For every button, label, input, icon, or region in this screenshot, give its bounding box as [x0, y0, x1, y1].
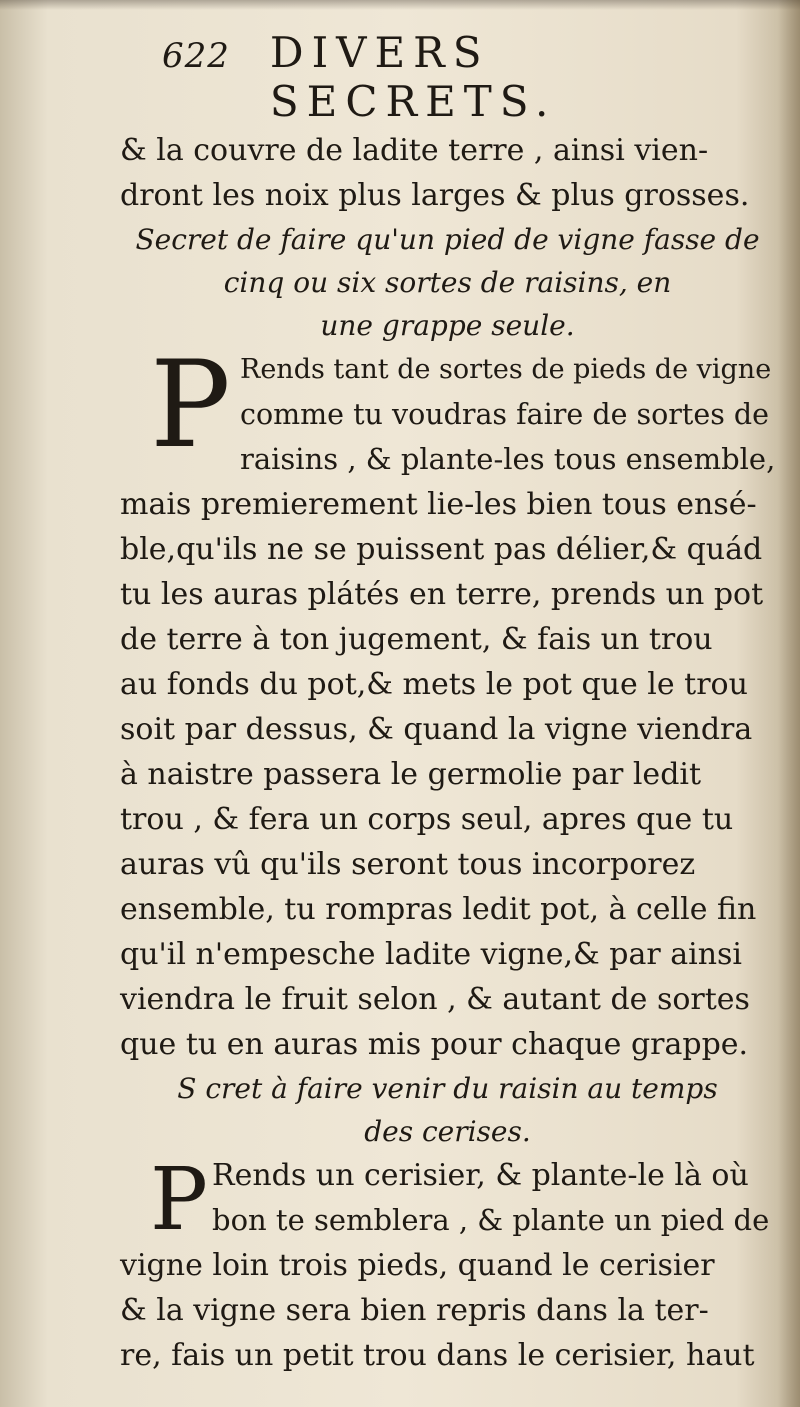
- text-line: & la vigne sera bien repris dans la ter-: [120, 1293, 709, 1328]
- paragraph-1: [120, 336, 776, 1067]
- text-line: trou , & fera un corps seul, apres que tu: [120, 802, 734, 837]
- text-line: Rends un cerisier, & plante-le là où: [212, 1158, 749, 1193]
- text-line: Rends tant de sortes de pieds de vigne: [240, 354, 772, 385]
- heading-line: cinq ou six sortes de raisins, en: [223, 266, 672, 299]
- text-line: auras vû qu'ils seront tous incorporez: [120, 847, 696, 882]
- text-line: bon te semblera , & plante un pied de: [212, 1203, 770, 1237]
- heading-line: S cret à faire venir du raisin au temps: [177, 1072, 718, 1105]
- text-line: re, fais un petit trou dans le cerisier, haut: [120, 1338, 755, 1373]
- text-line: au fonds du pot,& mets le pot que le trou: [120, 667, 748, 702]
- text-line: qu'il n'empesche ladite vigne,& par ainsi: [120, 937, 743, 972]
- text-line: viendra le fruit selon , & autant de sortes: [120, 982, 750, 1017]
- drop-cap: P: [150, 336, 231, 475]
- text-line: comme tu voudras faire de sortes de: [240, 398, 770, 431]
- binding-shadow: [778, 0, 800, 1407]
- text-line: dront les noix plus larges & plus grosses.: [120, 178, 750, 213]
- text-line: à naistre passera le germolie par ledit: [120, 757, 702, 792]
- section-heading-2: [120, 1067, 775, 1153]
- heading-line: une grappe seule.: [320, 309, 575, 342]
- heading-line: Secret de faire qu'un pied de vigne fasse de: [135, 223, 760, 256]
- section-heading-1: [120, 218, 775, 347]
- text-line: mais premierement lie-les bien tous ensé-: [120, 487, 757, 522]
- text-line: de terre à ton jugement, & fais un trou: [120, 622, 713, 657]
- text-line: raisins , & plante-les tous ensemble,: [240, 442, 776, 476]
- text-line: tu les auras plátés en terre, prends un pot: [120, 577, 764, 612]
- page-top-shadow: [0, 0, 800, 10]
- text-line: soit par dessus, & quand la vigne viendra: [120, 712, 753, 747]
- heading-line: des cerises.: [364, 1115, 531, 1148]
- drop-cap: P: [150, 1150, 208, 1250]
- text-line: que tu en auras mis pour chaque grappe.: [120, 1027, 749, 1062]
- page-number: 622: [162, 36, 230, 76]
- paragraph-2: [120, 1150, 775, 1378]
- text-line: ensemble, tu rompras ledit pot, à celle fin: [120, 892, 757, 927]
- continuation-text: [120, 128, 775, 218]
- text-line: ble,qu'ils ne se puissent pas délier,& quád: [120, 532, 763, 567]
- text-line: vigne loin trois pieds, quand le cerisier: [120, 1248, 715, 1283]
- page-text: [120, 28, 775, 1378]
- text-line: & la couvre de ladite terre , ainsi vien-: [120, 133, 709, 168]
- running-header: [162, 28, 775, 126]
- running-title: DIVERS SECRETS.: [269, 28, 557, 126]
